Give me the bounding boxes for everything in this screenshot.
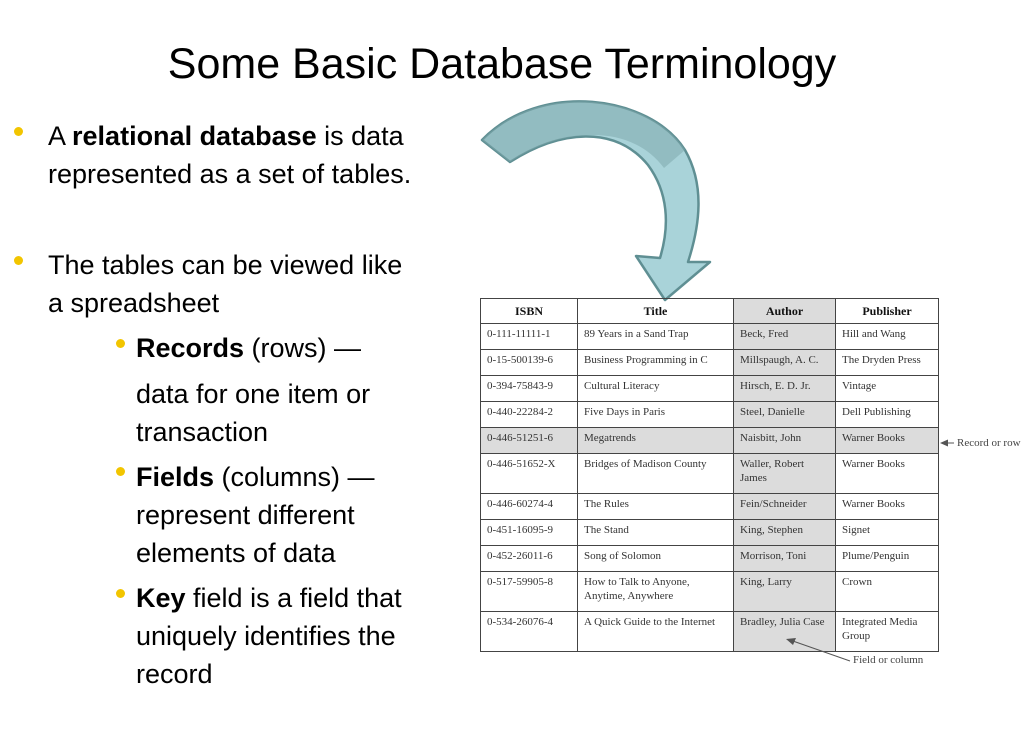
sub-bullet-records-line2: data for one item or: [136, 379, 371, 409]
cell-title: Five Days in Paris: [578, 402, 734, 428]
bullet-suffix: is data: [316, 121, 404, 151]
bold-term: Key: [136, 583, 186, 613]
cell-isbn: 0-446-60274-4: [481, 494, 578, 520]
cell-title: Business Programming in C: [578, 350, 734, 376]
sub-bullet-key-line3: record: [136, 659, 213, 689]
bullet-prefix: A: [48, 121, 73, 151]
cell-publisher: Signet: [836, 520, 939, 546]
cell-publisher: Vintage: [836, 376, 939, 402]
cell-publisher: Dell Publishing: [836, 402, 939, 428]
cell-author: Bradley, Julia Case: [734, 612, 836, 652]
cell-isbn: 0-452-26011-6: [481, 546, 578, 572]
cell-title: The Stand: [578, 520, 734, 546]
sub-bullet-fields-line2: represent different: [136, 500, 355, 530]
cell-author: Waller, Robert James: [734, 454, 836, 494]
cell-title: A Quick Guide to the Internet: [578, 612, 734, 652]
cell-publisher: Plume/Penguin: [836, 546, 939, 572]
cell-publisher: Hill and Wang: [836, 324, 939, 350]
bullet-spreadsheet-line2: a spreadsheet: [48, 288, 220, 318]
cell-author: Fein/Schneider: [734, 494, 836, 520]
sub-bullet-fields-line3: elements of data: [136, 538, 336, 568]
header-author: Author: [734, 299, 836, 324]
cell-publisher: The Dryden Press: [836, 350, 939, 376]
cell-title: Song of Solomon: [578, 546, 734, 572]
cell-title: How to Talk to Anyone, Anytime, Anywhere: [578, 572, 734, 612]
cell-isbn: 0-451-16095-9: [481, 520, 578, 546]
header-title: Title: [578, 299, 734, 324]
cell-isbn: 0-446-51251-6: [481, 428, 578, 454]
cell-author: King, Stephen: [734, 520, 836, 546]
sub-bullet-rest: (columns) —: [214, 462, 375, 492]
field-or-column-label: Field or column: [853, 654, 924, 666]
cell-title: Bridges of Madison County: [578, 454, 734, 494]
slide-title: Some Basic Database Terminology: [167, 40, 837, 88]
cell-author: Steel, Danielle: [734, 402, 836, 428]
sub-bullet-records-line3: transaction: [136, 417, 269, 447]
sub-bullet-rest: field is a field that: [185, 583, 402, 613]
cell-publisher: Warner Books: [836, 454, 939, 494]
cell-isbn: 0-394-75843-9: [481, 376, 578, 402]
bold-term: Fields: [136, 462, 215, 492]
cell-isbn: 0-111-11111-1: [481, 324, 578, 350]
bold-term: relational database: [72, 121, 317, 151]
cell-isbn: 0-15-500139-6: [481, 350, 578, 376]
cell-isbn: 0-440-22284-2: [481, 402, 578, 428]
record-pointer-arrow-icon: [940, 440, 954, 447]
header-publisher: Publisher: [836, 299, 939, 324]
cell-isbn: 0-517-59905-8: [481, 572, 578, 612]
bullet-spreadsheet-line1: The tables can be viewed like: [48, 250, 403, 280]
sub-bullet-rest: (rows) —: [244, 333, 362, 363]
cell-title: 89 Years in a Sand Trap: [578, 324, 734, 350]
cell-isbn: 0-534-26076-4: [481, 612, 578, 652]
bold-term: Records: [136, 333, 245, 363]
cell-publisher: Crown: [836, 572, 939, 612]
cell-isbn: 0-446-51652-X: [481, 454, 578, 494]
bullet-relational-line2: represented as a set of tables.: [48, 159, 412, 189]
cell-title: The Rules: [578, 494, 734, 520]
sub-bullet-key-line2: uniquely identifies the: [136, 621, 396, 651]
cell-author: Beck, Fred: [734, 324, 836, 350]
cell-author: King, Larry: [734, 572, 836, 612]
cell-author: Hirsch, E. D. Jr.: [734, 376, 836, 402]
cell-author: Morrison, Toni: [734, 546, 836, 572]
header-isbn: ISBN: [481, 299, 578, 324]
cell-title: Megatrends: [578, 428, 734, 454]
cell-title: Cultural Literacy: [578, 376, 734, 402]
cell-author: Naisbitt, John: [734, 428, 836, 454]
cell-author: Millspaugh, A. C.: [734, 350, 836, 376]
cell-publisher: Warner Books: [836, 494, 939, 520]
cell-publisher: Integrated Media Group: [836, 612, 939, 652]
field-pointer-arrow-icon: [786, 638, 850, 661]
record-or-row-label: Record or row: [957, 437, 1021, 449]
cell-publisher: Warner Books: [836, 428, 939, 454]
